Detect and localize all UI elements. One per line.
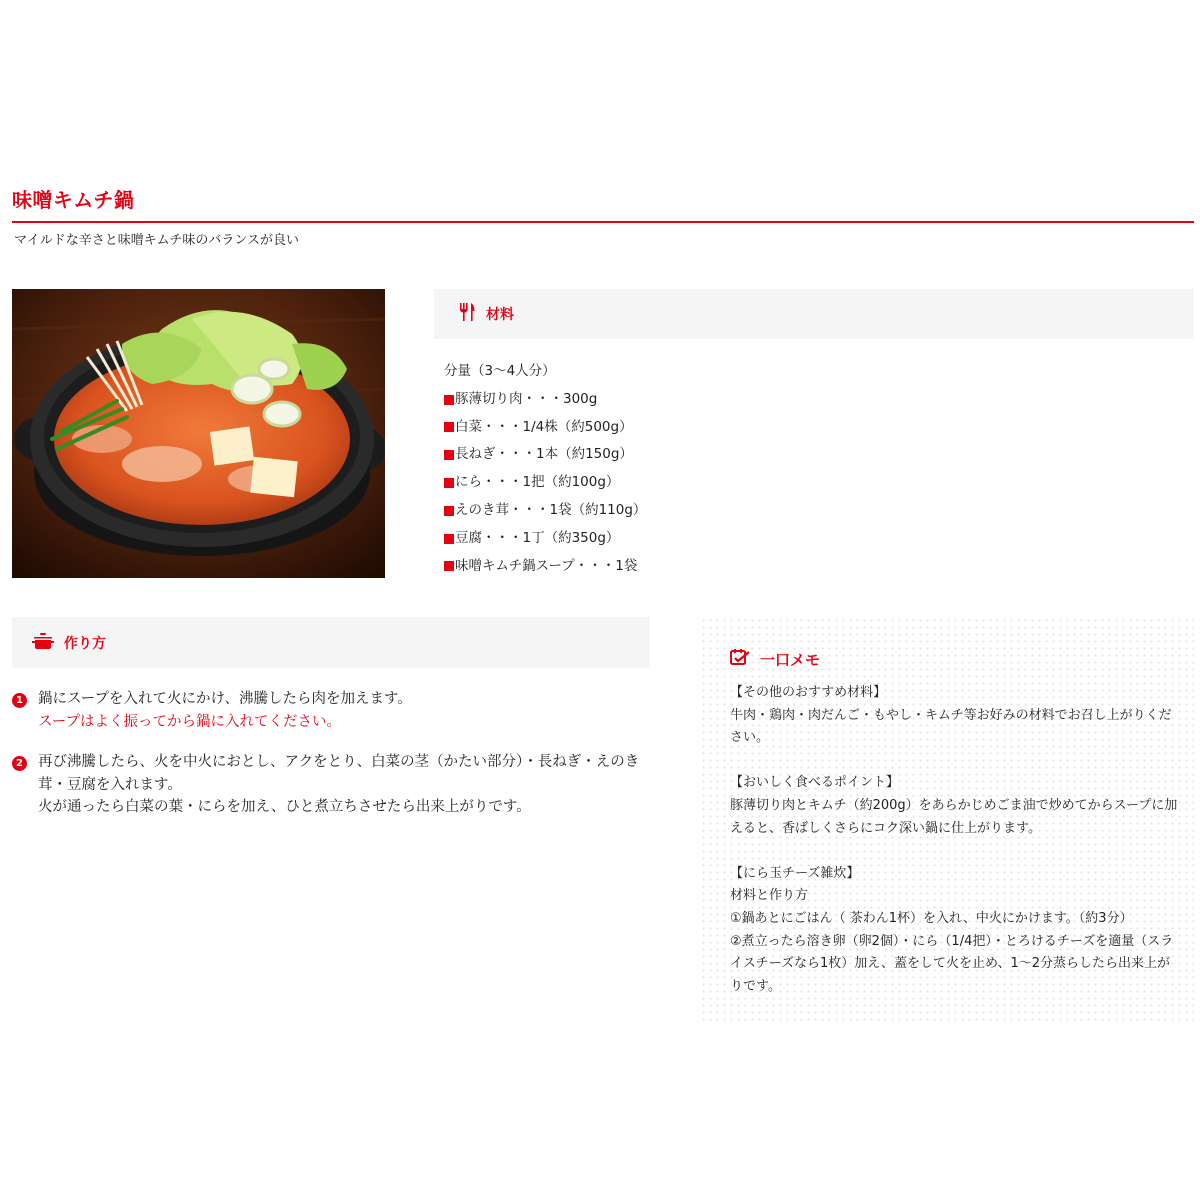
kimchi-hotpot-photo	[12, 289, 385, 578]
ingredients-list	[444, 358, 646, 580]
bullet-square-icon	[444, 506, 454, 516]
method-steps	[12, 688, 672, 831]
bullet-square-icon	[444, 478, 454, 488]
page-subtitle: マイルドな辛さと味噌キムチ味のバランスが良い	[14, 233, 299, 248]
memo-text: ①鍋あとにごはん（ 茶わん1杯）を入れ、中火にかけます。（約3分）	[730, 910, 1133, 926]
list-item: 長ねぎ・・・1本（約150g）	[444, 441, 646, 469]
memo-box	[700, 617, 1194, 1023]
bullet-square-icon	[444, 561, 454, 571]
memo-section-title: 【にら玉チーズ雑炊】	[730, 865, 860, 881]
list-item: 白菜・・・1/4株（約500g）	[444, 414, 646, 442]
step-number: 1	[12, 693, 27, 708]
bullet-square-icon	[444, 422, 454, 432]
step-1	[12, 688, 672, 733]
list-item: えのき茸・・・1袋（約110g）	[444, 497, 646, 525]
memo-text: 材料と作り方	[730, 888, 809, 904]
method-header	[12, 617, 650, 668]
servings: 分量（3〜4人分）	[444, 363, 556, 379]
title-underline	[12, 221, 1194, 223]
fork-knife-icon	[458, 302, 476, 326]
memo-text: 牛肉・鶏肉・肉だんご・もやし・キムチ等お好みの材料でお召し上がりください。	[730, 707, 1172, 746]
list-item: 味噌キムチ鍋スープ・・・1袋	[444, 553, 646, 581]
step-note: スープはよく振ってから鍋に入れてください。	[38, 713, 342, 730]
step-number: 2	[12, 756, 27, 771]
memo-section-title: 【おいしく食べるポイント】	[730, 775, 900, 791]
memo-text: ②煮立ったら溶き卵（卵2個）・にら（1/4把）・とろけるチーズを適量（スライスチーズなら1枚）加え、蓋をして火を止め、1〜2分蒸らしたら出来上がりです。	[730, 933, 1174, 994]
method-heading: 作り方	[64, 635, 106, 652]
bullet-square-icon	[444, 395, 454, 405]
memo-heading: 一口メモ	[760, 650, 821, 669]
ingredients-header	[434, 289, 1194, 339]
bullet-square-icon	[444, 450, 454, 460]
list-item: にら・・・1把（約100g）	[444, 469, 646, 497]
step-text: 鍋にスープを入れて火にかけ、沸騰したら肉を加えます。	[38, 691, 412, 707]
step-2	[12, 751, 672, 819]
ingredients-heading: 材料	[486, 307, 514, 323]
pot-icon	[32, 632, 54, 654]
memo-header	[730, 648, 820, 670]
bullet-square-icon	[444, 534, 454, 544]
page-title: 味噌キムチ鍋	[12, 188, 135, 212]
step-text: 火が通ったら白菜の葉・にらを加え、ひと煮立ちさせたら出来上がりです。	[38, 799, 531, 815]
memo-body	[730, 682, 1180, 998]
step-text: 再び沸騰したら、火を中火におとし、アクをとり、白菜の茎（かたい部分）・長ねぎ・えのき茸・豆腐を入れます。	[38, 754, 640, 793]
list-item: 豚薄切り肉・・・300g	[444, 386, 646, 414]
list-item: 豆腐・・・1丁（約350g）	[444, 525, 646, 553]
memo-check-icon	[730, 648, 750, 670]
memo-section-title: 【その他のおすすめ材料】	[730, 685, 887, 700]
memo-text: 豚薄切り肉とキムチ（約200g）をあらかじめごま油で炒めてからスープに加えると、香ばしくさらにコク深い鍋に仕上がります。	[730, 797, 1178, 836]
